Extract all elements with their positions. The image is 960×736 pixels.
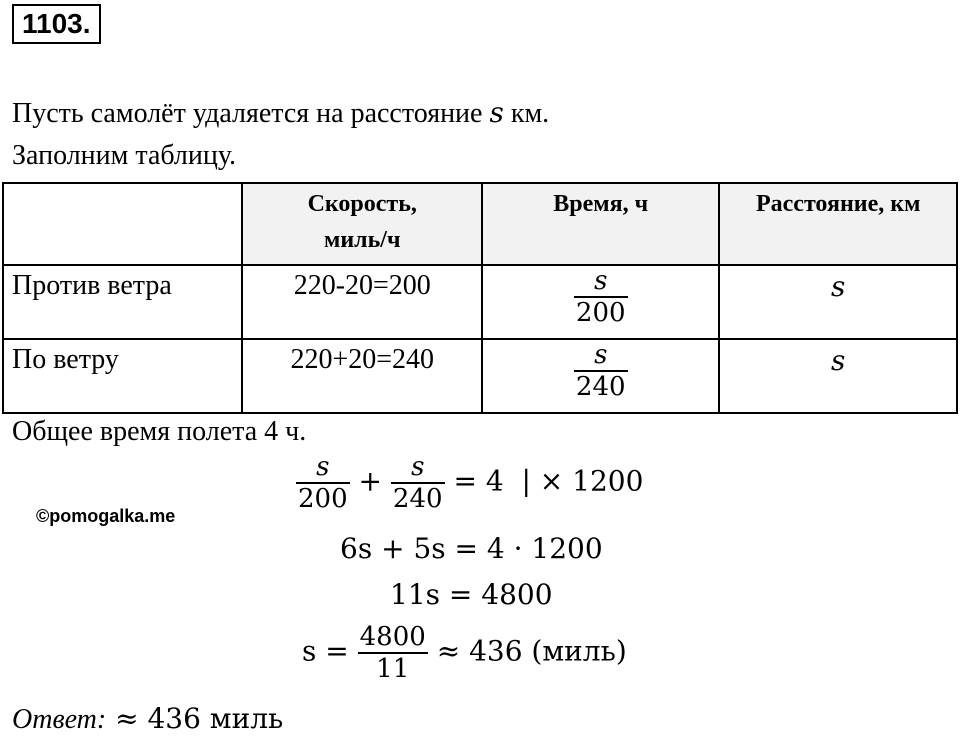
row-speed: 220-20=200 [242, 265, 482, 339]
table-row [3, 339, 957, 413]
table-header-row [3, 183, 957, 265]
equation-1 [296, 452, 643, 514]
speed-time-table [2, 182, 958, 414]
row-time [482, 265, 719, 339]
problem-number: 1103. [12, 4, 101, 44]
equation-1-rest: = 4 | × 1200 [453, 464, 644, 498]
copyright-watermark: ©pomogalka.me [36, 506, 176, 526]
fraction-4800-11: $\frac{4800}{11}$ [359, 622, 426, 684]
row-label: По ветру [3, 339, 242, 413]
answer-line [12, 702, 283, 736]
equation-4-lhs: s = [302, 634, 349, 668]
plus-sign: + [358, 464, 383, 498]
row-speed: 220+20=240 [242, 339, 482, 413]
equation-2: 6s + 5s = 4 · 1200 [340, 532, 603, 565]
answer-value: ≈ 436 миль [106, 702, 284, 735]
time-fraction: $\frac{s}{200}$ [575, 266, 626, 328]
fraction-s-200: $\frac{s}{200}$ [298, 452, 348, 514]
header-empty [3, 183, 242, 265]
answer-label: Ответ: [12, 704, 107, 735]
intro-variable: s [489, 96, 504, 129]
intro-line-1 [12, 96, 549, 130]
header-time: Время, ч [482, 183, 719, 265]
total-time-text: Общее время полета 4 ч. [12, 416, 307, 447]
fraction-s-240: $\frac{s}{240}$ [392, 452, 443, 514]
row-distance: s [719, 339, 957, 413]
equation-4 [302, 622, 627, 684]
intro-text-before: Пусть самолёт удаляется на расстояние [12, 98, 490, 129]
table-row [3, 265, 957, 339]
row-time [482, 339, 719, 413]
intro-line-2: Заполним таблицу. [12, 140, 237, 171]
row-distance: s [719, 265, 957, 339]
header-speed-line2: миль/ч [323, 227, 401, 253]
equation-3: 11s = 4800 [390, 578, 553, 611]
equation-4-rest: ≈ 436 (миль) [436, 634, 627, 668]
header-speed [242, 183, 482, 265]
row-label: Против ветра [3, 265, 242, 339]
header-distance: Расстояние, км [719, 183, 957, 265]
header-speed-line1: Скорость, [307, 191, 417, 217]
intro-text-after: км. [503, 98, 550, 129]
time-fraction: $\frac{s}{240}$ [575, 340, 626, 402]
